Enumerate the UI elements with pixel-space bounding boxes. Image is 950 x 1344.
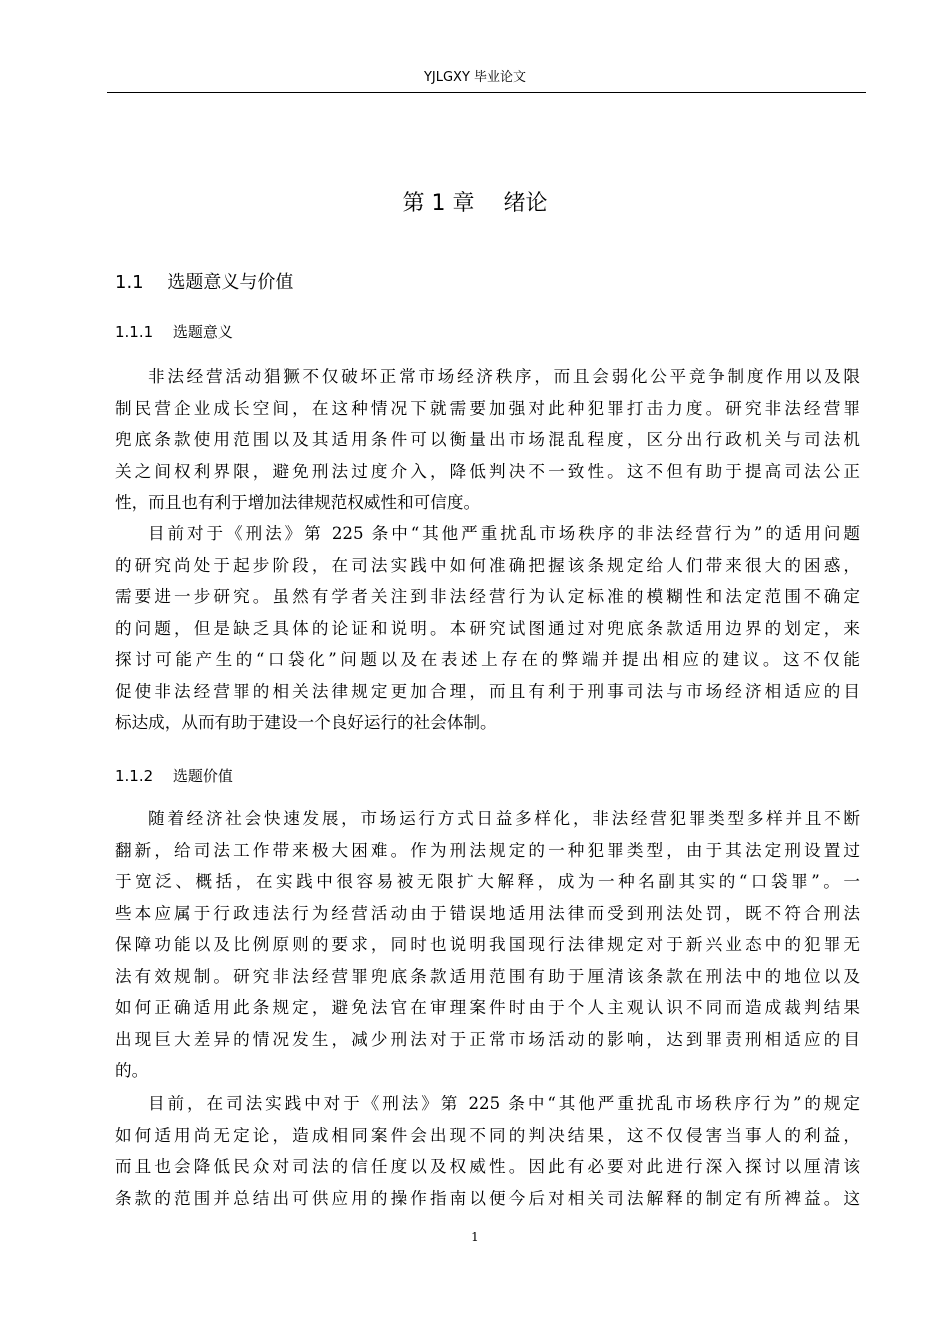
text-line: 探讨可能产生的“口袋化”问题以及在表述上存在的弊端并提出相应的建议。这不仅能 <box>115 650 860 669</box>
text-line: 翻新，给司法工作带来极大困难。作为刑法规定的一种犯罪类型，由于其法定刑设置过 <box>115 840 860 860</box>
text-line: 的问题，但是缺乏具体的论证和说明。本研究试图通过对兜底条款适用边界的划定，来 <box>115 618 860 638</box>
chapter-title: 第 1 章 绪论 <box>402 191 548 216</box>
text-line: 法有效规制。研究非法经营罪兜底条款适用范围有助于厘清该条款在刑法中的地位以及 <box>115 966 860 986</box>
text-line: 而且也会降低民众对司法的信任度以及权威性。因此有必要对此进行深入探讨以厘清该 <box>115 1157 860 1176</box>
text-line: 如何适用尚无定论，造成相同案件会出现不同的判决结果，这不仅侵害当事人的利益， <box>115 1125 860 1145</box>
text-line: 制民营企业成长空间，在这种情况下就需要加强对此种犯罪打击力度。研究非法经营罪 <box>115 398 860 418</box>
page-number: 1 <box>471 1230 479 1244</box>
text-line: 如何正确适用此条规定，避免法官在审理案件时由于个人主观认识不同而造成裁判结果 <box>115 998 860 1017</box>
text-line: 的。 <box>115 1061 149 1080</box>
text-line: 于宽泛、概括，在实践中很容易被无限扩大解释，成为一种名副其实的“口袋罪”。一 <box>115 872 860 891</box>
text-line: 关之间权利界限，避免刑法过度介入，降低判决不一致性。这不但有助于提高司法公正 <box>115 461 860 481</box>
text-line: 目前，在司法实践中对于《刑法》第 225 条中“其他严重扰乱市场秩序行为”的规定 <box>148 1094 860 1113</box>
text-line: 随着经济社会快速发展，市场运行方式日益多样化，非法经营犯罪类型多样并且不断 <box>148 809 860 828</box>
subsection-heading-1-1-1: 1.1.1 选题意义 <box>115 323 233 341</box>
paragraph-3 <box>115 803 860 1087</box>
section-heading: 1.1 选题意义与价值 <box>115 272 294 293</box>
text-line: 兜底条款使用范围以及其适用条件可以衡量出市场混乱程度，区分出行政机关与司法机 <box>115 430 860 449</box>
text-line: 出现巨大差异的情况发生，减少刑法对于正常市场活动的影响，达到罪责刑相适应的目 <box>115 1029 860 1049</box>
text-line: 条款的范围并总结出可供应用的操作指南以便今后对相关司法解释的制定有所裨益。这 <box>115 1188 860 1208</box>
running-header: YJLGXY 毕业论文 <box>423 70 527 85</box>
paragraph-2 <box>115 518 860 739</box>
paragraph-4 <box>115 1088 860 1214</box>
header-divider <box>107 92 866 93</box>
text-line: 促使非法经营罪的相关法律规定更加合理，而且有利于刑事司法与市场经济相适应的目 <box>115 681 860 701</box>
subsection-heading-1-1-2: 1.1.2 选题价值 <box>115 767 233 785</box>
text-line: 性，而且也有利于增加法律规范权威性和可信度。 <box>115 493 481 512</box>
text-line: 保障功能以及比例原则的要求，同时也说明我国现行法律规定对于新兴业态中的犯罪无 <box>115 935 860 954</box>
paragraph-1 <box>115 361 860 519</box>
text-line: 标达成，从而有助于建设一个良好运行的社会体制。 <box>115 713 497 732</box>
text-line: 需要进一步研究。虽然有学者关注到非法经营行为认定标准的模糊性和法定范围不确定 <box>115 587 860 606</box>
text-line: 的研究尚处于起步阶段，在司法实践中如何准确把握该条规定给人们带来很大的困惑， <box>115 555 860 575</box>
text-line: 目前对于《刑法》第 225 条中“其他严重扰乱市场秩序的非法经营行为”的适用问题 <box>148 524 860 543</box>
text-line: 些本应属于行政违法行为经营活动由于错误地适用法律而受到刑法处罚，既不符合刑法 <box>115 903 860 923</box>
text-line: 非法经营活动猖獗不仅破坏正常市场经济秩序，而且会弱化公平竞争制度作用以及限 <box>148 367 860 386</box>
